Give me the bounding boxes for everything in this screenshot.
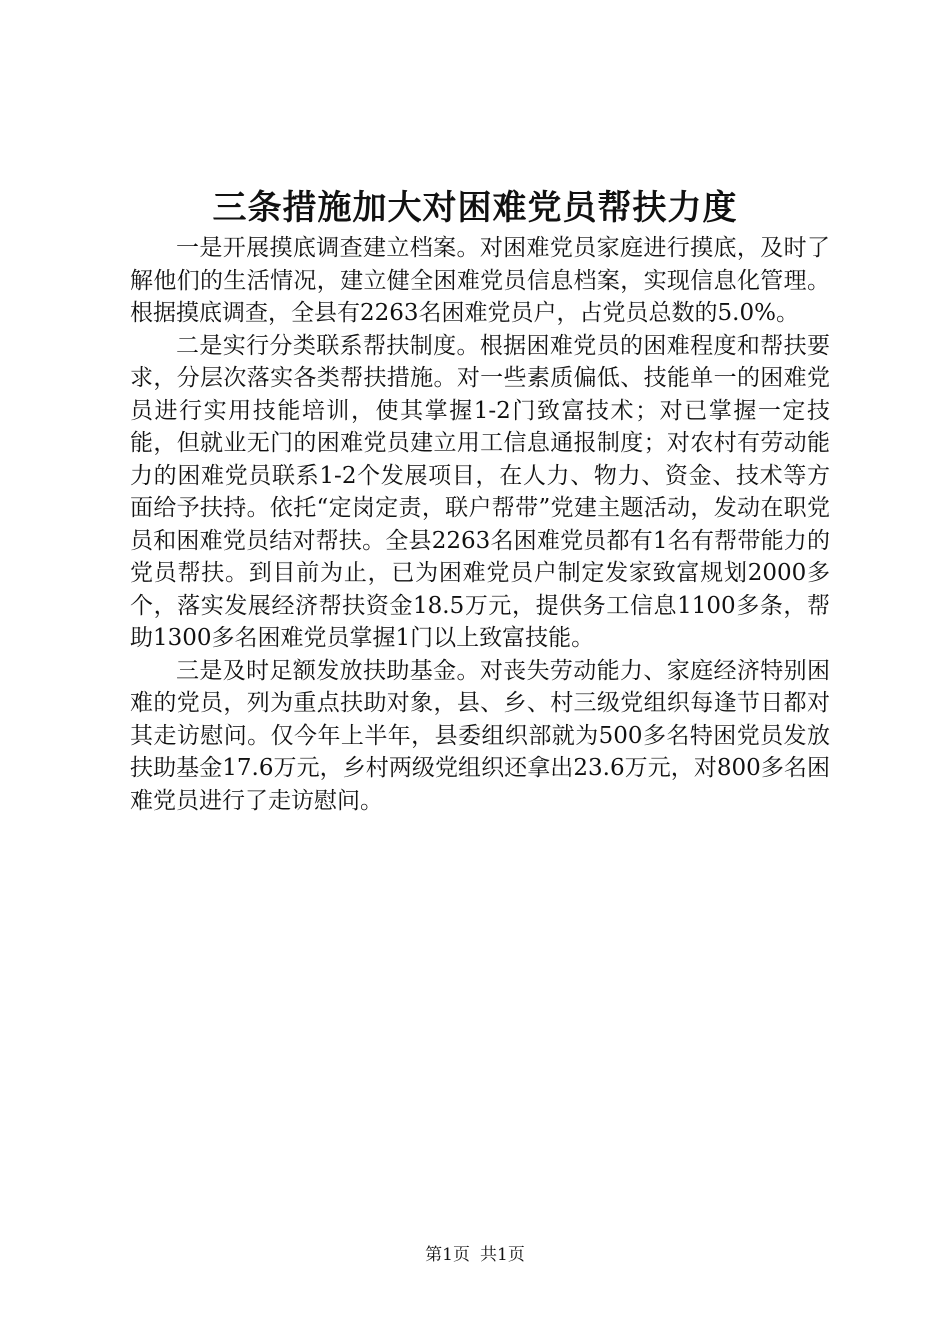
page-total: 共1页 <box>480 1245 525 1265</box>
paragraph-2: 二是实行分类联系帮扶制度。根据困难党员的困难程度和帮扶要求，分层次落实各类帮扶措施。对一些素质偏低、技能单一的困难党员进行实用技能培训，使其掌握1-2门致富技术；对已掌握一定技能，但就业无门的困难党员建立用工信息通报制度；对农村有劳动能力的困难党员联系1-2个发展项目，在人力、物力、资金、技术等方面给予扶持。依托“定岗定责，联户帮带”党建主题活动，发动在职党员和困难党员结对帮扶。全县2263名困难党员都有1名有帮带能力的党员帮扶。到目前为止，已为困难党员户制定发家致富规划2000多个，落实发展经济帮扶资金18.5万元，提供务工信息1100多条，帮助1300多名困难党员掌握1门以上致富技能。 <box>130 332 830 651</box>
document-body <box>130 232 830 817</box>
paragraph-3: 三是及时足额发放扶助基金。对丧失劳动能力、家庭经济特别困难的党员，列为重点扶助对象，县、乡、村三级党组织每逢节日都对其走访慰问。仅今年上半年，县委组织部就为500多名特困党员发放扶助基金17.6万元，乡村两级党组织还拿出23.6万元，对800多名困难党员进行了走访慰问。 <box>130 657 830 814</box>
page-footer <box>0 1243 950 1267</box>
page-number: 第1页 <box>425 1245 470 1265</box>
paragraph-1: 一是开展摸底调查建立档案。对困难党员家庭进行摸底，及时了解他们的生活情况，建立健全困难党员信息档案，实现信息化管理。根据摸底调查，全县有2263名困难党员户，占党员总数的5.0%。 <box>130 235 830 326</box>
document-title: 三条措施加大对困难党员帮扶力度 <box>212 188 738 228</box>
